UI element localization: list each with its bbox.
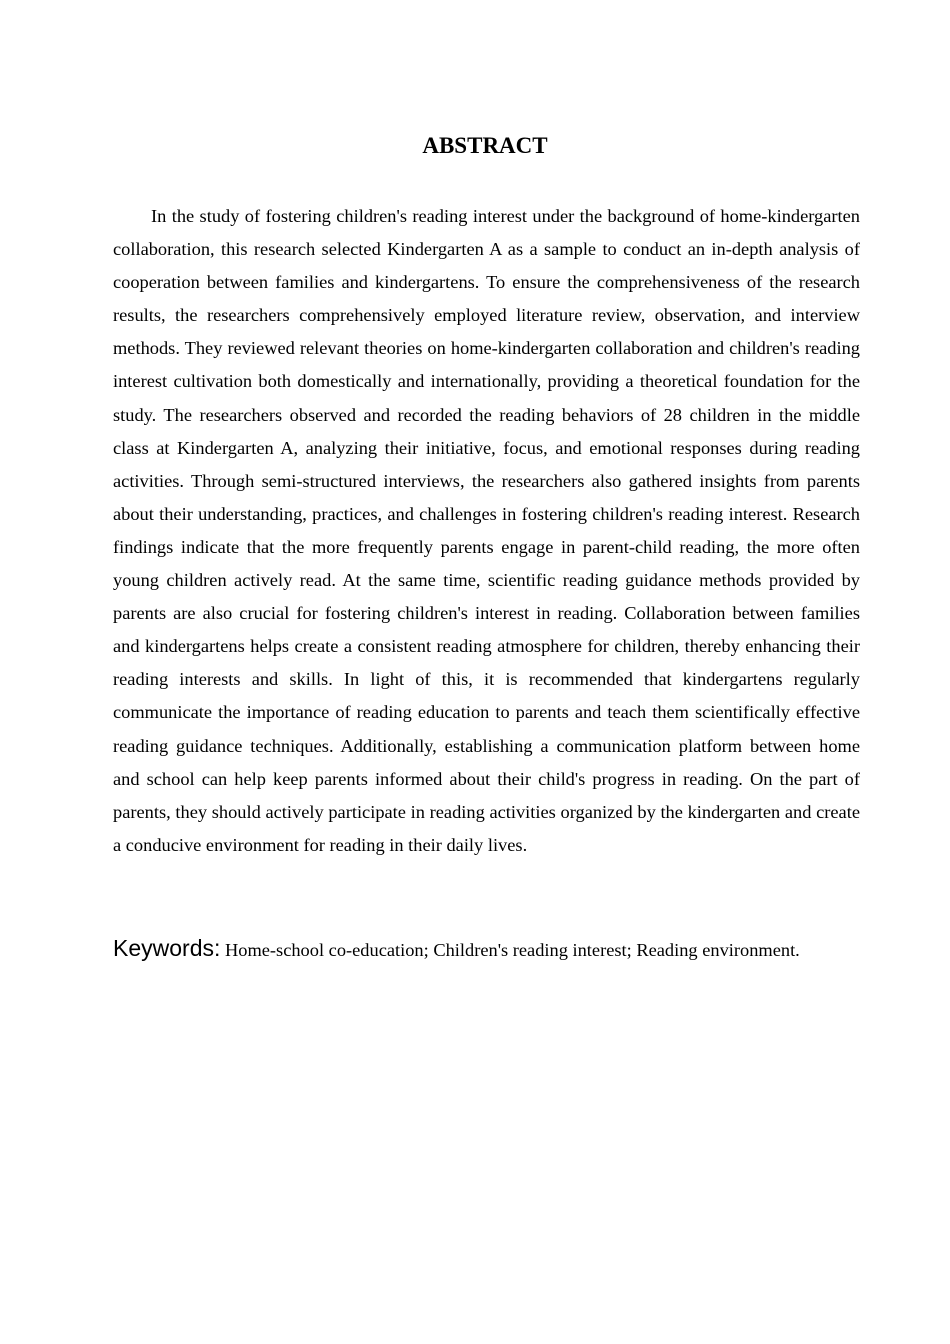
abstract-paragraph: In the study of fostering children's reading interest under the background of home-kindergarten collaboration, this research selected Kindergarten A as a sample to conduct an in-depth analysis of cooperation between families and kindergartens. To ensure the comprehensiveness of the research results, the researchers comprehensively employed literature review, observation, and interview methods. They reviewed relevant theories on home-kindergarten collaboration and children's reading interest cultivation both domestically and internationally, providing a theoretical foundation for the study. The researchers observed and recorded the reading behaviors of 28 children in the middle class at Kindergarten A, analyzing their initiative, focus, and emotional responses during reading activities. Through semi-structured interviews, the researchers also gathered insights from parents about their understanding, practices, and challenges in fostering children's reading interest. Research findings indicate that the more frequently parents engage in parent-child reading, the more often young children actively read. At the same time, scientific reading guidance methods provided by parents are also crucial for fostering children's interest in reading. Collaboration between families and kindergartens helps create a consistent reading atmosphere for children, thereby enhancing their reading interests and skills. In light of this, it is recommended that kindergartens regularly communicate the importance of reading education to parents and teach them scientifically effective reading guidance techniques. Additionally, establishing a communication platform between home and school can help keep parents informed about their child's progress in reading. On the part of parents, they should actively participate in reading activities organized by the kindergarten and create a conducive environment for reading in their daily lives.	[113, 206, 860, 855]
keywords-text: Home-school co-education; Children's reading interest; Reading environment.	[220, 940, 800, 960]
abstract-title: ABSTRACT	[422, 133, 548, 158]
keywords-line	[113, 932, 873, 967]
keywords-label: Keywords:	[113, 935, 221, 961]
